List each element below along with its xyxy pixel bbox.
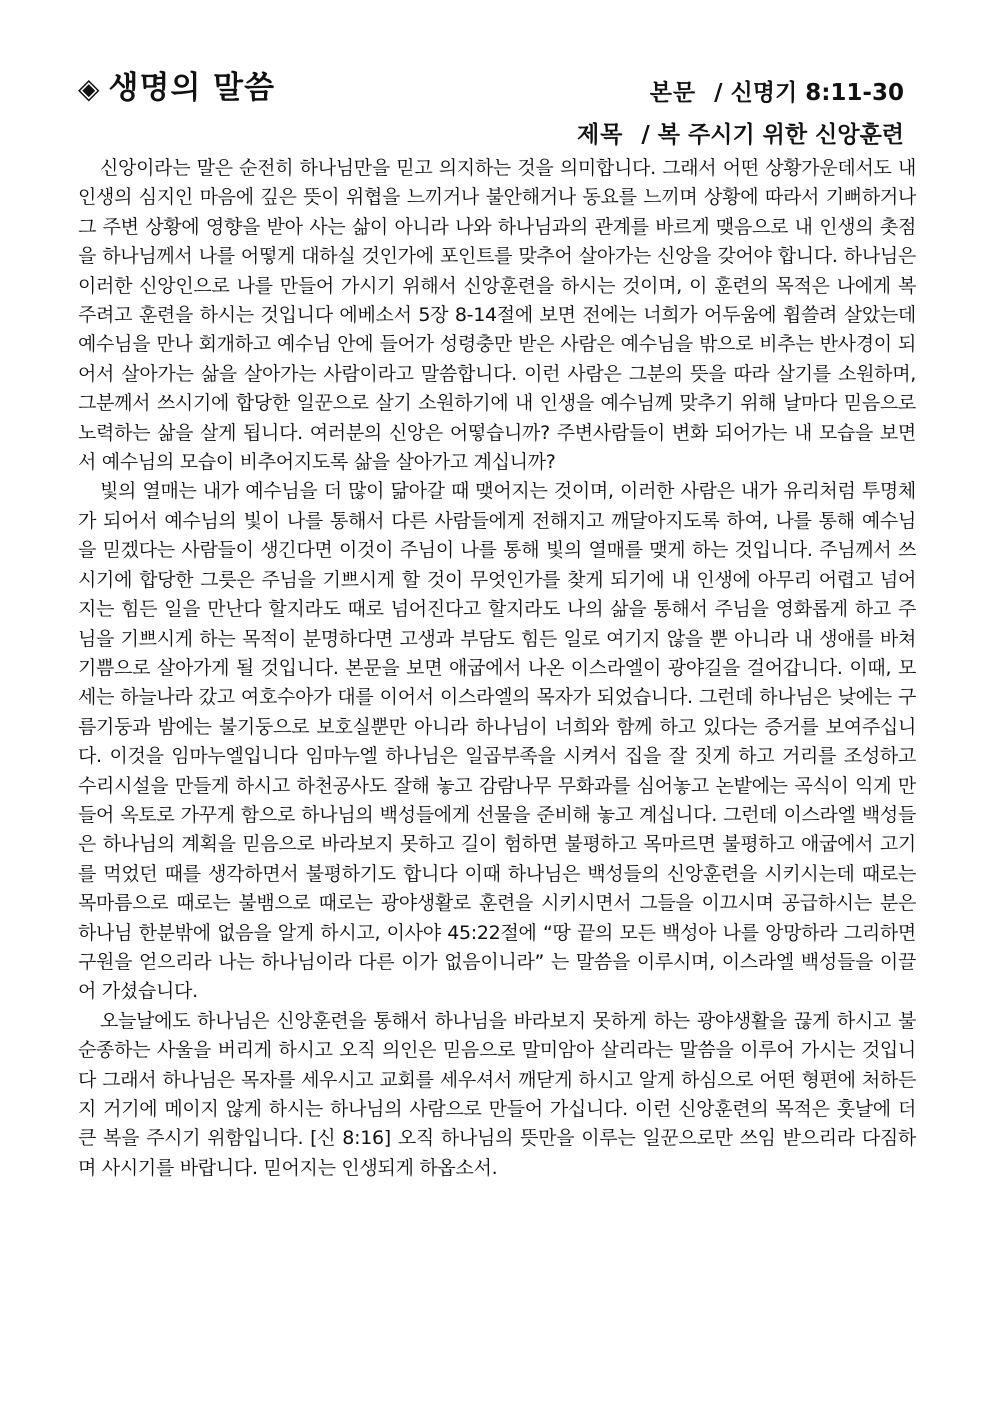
passage-label: 본문 [649,80,697,106]
page-title-text: 생명의 말씀 [108,70,276,106]
subject-label: 제목 [576,122,624,148]
subject-text: 복 주시기 위한 신앙훈련 [657,122,904,148]
passage-separator: / [714,80,723,106]
subject-separator: / [641,122,650,148]
sermon-body [78,154,916,1183]
diamond-bullet-icon: ◈ [78,72,101,105]
body-paragraph-3: 오늘날에도 하나님은 신앙훈련을 통해서 하나님을 바라보지 못하게 하는 광야생활을 끊게 하시고 불순종하는 사울을 버리게 하시고 오직 의인은 믿음으로 말미암아 살리라는 말씀을 이루어 가시는 것입니다 그래서 하나님은 목자를 세우시고 교회를 세우셔서 깨닫게 하시고 알게 하심으로 어떤 형편에 처하든지 거기에 메이지 않게 하시는 하나님의 사람으로 만들어 가십니다. 이런 신앙훈련의 목적은 훗날에 더 큰 복을 주시기 위함입니다. [신 8:16] 오직 하나님의 뜻만을 이루는 일꾼으로만 쓰임 받으리라 다짐하며 사시기를 바랍니다. 믿어지는 인생되게 하옵소서. [78,1009,916,1179]
passage-reference: 신명기 8:11-30 [730,80,904,106]
body-paragraph-2: 빛의 열매는 내가 예수님을 더 많이 닮아갈 때 맺어지는 것이며, 이러한 사람은 내가 유리처럼 투명체가 되어서 예수님의 빛이 나를 통해서 다른 사람들에게 전해지고 깨달아지도록 하여, 나를 통해 예수님을 믿겠다는 사람들이 생긴다면 이것이 주님이 나를 통해 빛의 열매를 맺게 하는 것입니다. 주님께서 쓰시기에 합당한 그릇은 주님을 기쁘시게 할 것이 무엇인가를 찾게 되기에 내 인생에 아무리 어렵고 넘어지는 힘든 일을 만난다 할지라도 때로 넘어진다고 할지라도 나의 삶을 통해서 주님을 영화롭게 하고 주님을 기쁘시게 하는 목적이 분명하다면 고생과 부담도 힘든 일로 여기지 않을 뿐 아니라 내 생애를 바쳐 기쁨으로 살아가게 될 것입니다. 본문을 보면 애굽에서 나온 이스라엘이 광야길을 걸어갑니다. 이때, 모세는 하늘나라 갔고 여호수아가 대를 이어서 이스라엘의 목자가 되었습니다. 그런데 하나님은 낮에는 구름기둥과 밤에는 불기둥으로 보호실뿐만 아니라 하나님이 너희와 함께 하고 있다는 증거를 보여주십니다. 이것을 임마누엘입니다 임마누엘 하나님은 일곱부족을 시켜서 집을 잘 짓게 하고 거리를 조성하고 수리시설을 만들게 하시고 하천공사도 잘해 놓고 감람나무 무화과를 심어놓고 논밭에는 곡식이 익게 만들어 옥토로 가꾸게 함으로 하나님의 백성들에게 선물을 준비해 놓고 계십니다. 그런데 이스라엘 백성들은 하나님의 계획을 믿음으로 바라보지 못하고 길이 험하면 불평하고 목마르면 불평하고 애굽에서 고기를 먹었던 때를 생각하면서 불평하기도 합니다 이때 하나님은 백성들의 신앙훈련을 시키시는데 때로는 목마름으로 때로는 불뱀으로 때로는 광야생활로 훈련을 시키시면서 그들을 이끄시며 공급하시는 분은 하나님 한분밖에 없음을 알게 하시고, 이사야 45:22절에 “땅 끝의 모든 백성아 나를 앙망하라 그리하면 구원을 얻으리라 나는 하나님이라 다른 이가 없음이니라” 는 말씀을 이루시며, 이스라엘 백성들을 이끌어 가셨습니다. [78,480,916,1003]
body-paragraph-1: 신앙이라는 말은 순전히 하나님만을 믿고 의지하는 것을 의미합니다. 그래서 어떤 상황가운데서도 내 인생의 심지인 마음에 깊은 뜻이 위협을 느끼거나 불안해거나 동요를 느끼며 상황에 따라서 기뻐하거나 그 주변 상황에 영향을 받아 사는 삶이 아니라 나와 하나님과의 관계를 바르게 맺음으로 내 인생의 촛점을 하나님께서 나를 어떻게 대하실 것인가에 포인트를 맞추어 살아가는 신앙을 갖어야 합니다. 하나님은 이러한 신앙인으로 나를 만들어 가시기 위해서 신앙훈련을 하시는 것이며, 이 훈련의 목적은 나에게 복 주려고 훈련을 하시는 것입니다 에베소서 5장 8-14절에 보면 전에는 너희가 어두움에 휩쓸려 살았는데 예수님을 만나 회개하고 예수님 안에 들어가 성령충만 받은 사람은 예수님을 밖으로 비추는 반사경이 되어서 살아가는 삶을 살아가는 사람이라고 말씀합니다. 이런 사람은 그분의 뜻을 따라 살기를 소원하며, 그분께서 쓰시기에 합당한 일꾼으로 살기 소원하기에 내 인생을 예수님께 맞추기 위해 날마다 믿음으로 노력하는 삶을 살게 됩니다. 여러분의 신앙은 어떻습니까? 주변사람들이 변화 되어가는 내 모습을 보면서 예수님의 모습이 비추어지도록 삶을 살아가고 계십니까? [78,157,916,474]
page-title [78,62,275,107]
passage-line [650,74,904,107]
subject-line [577,116,904,149]
